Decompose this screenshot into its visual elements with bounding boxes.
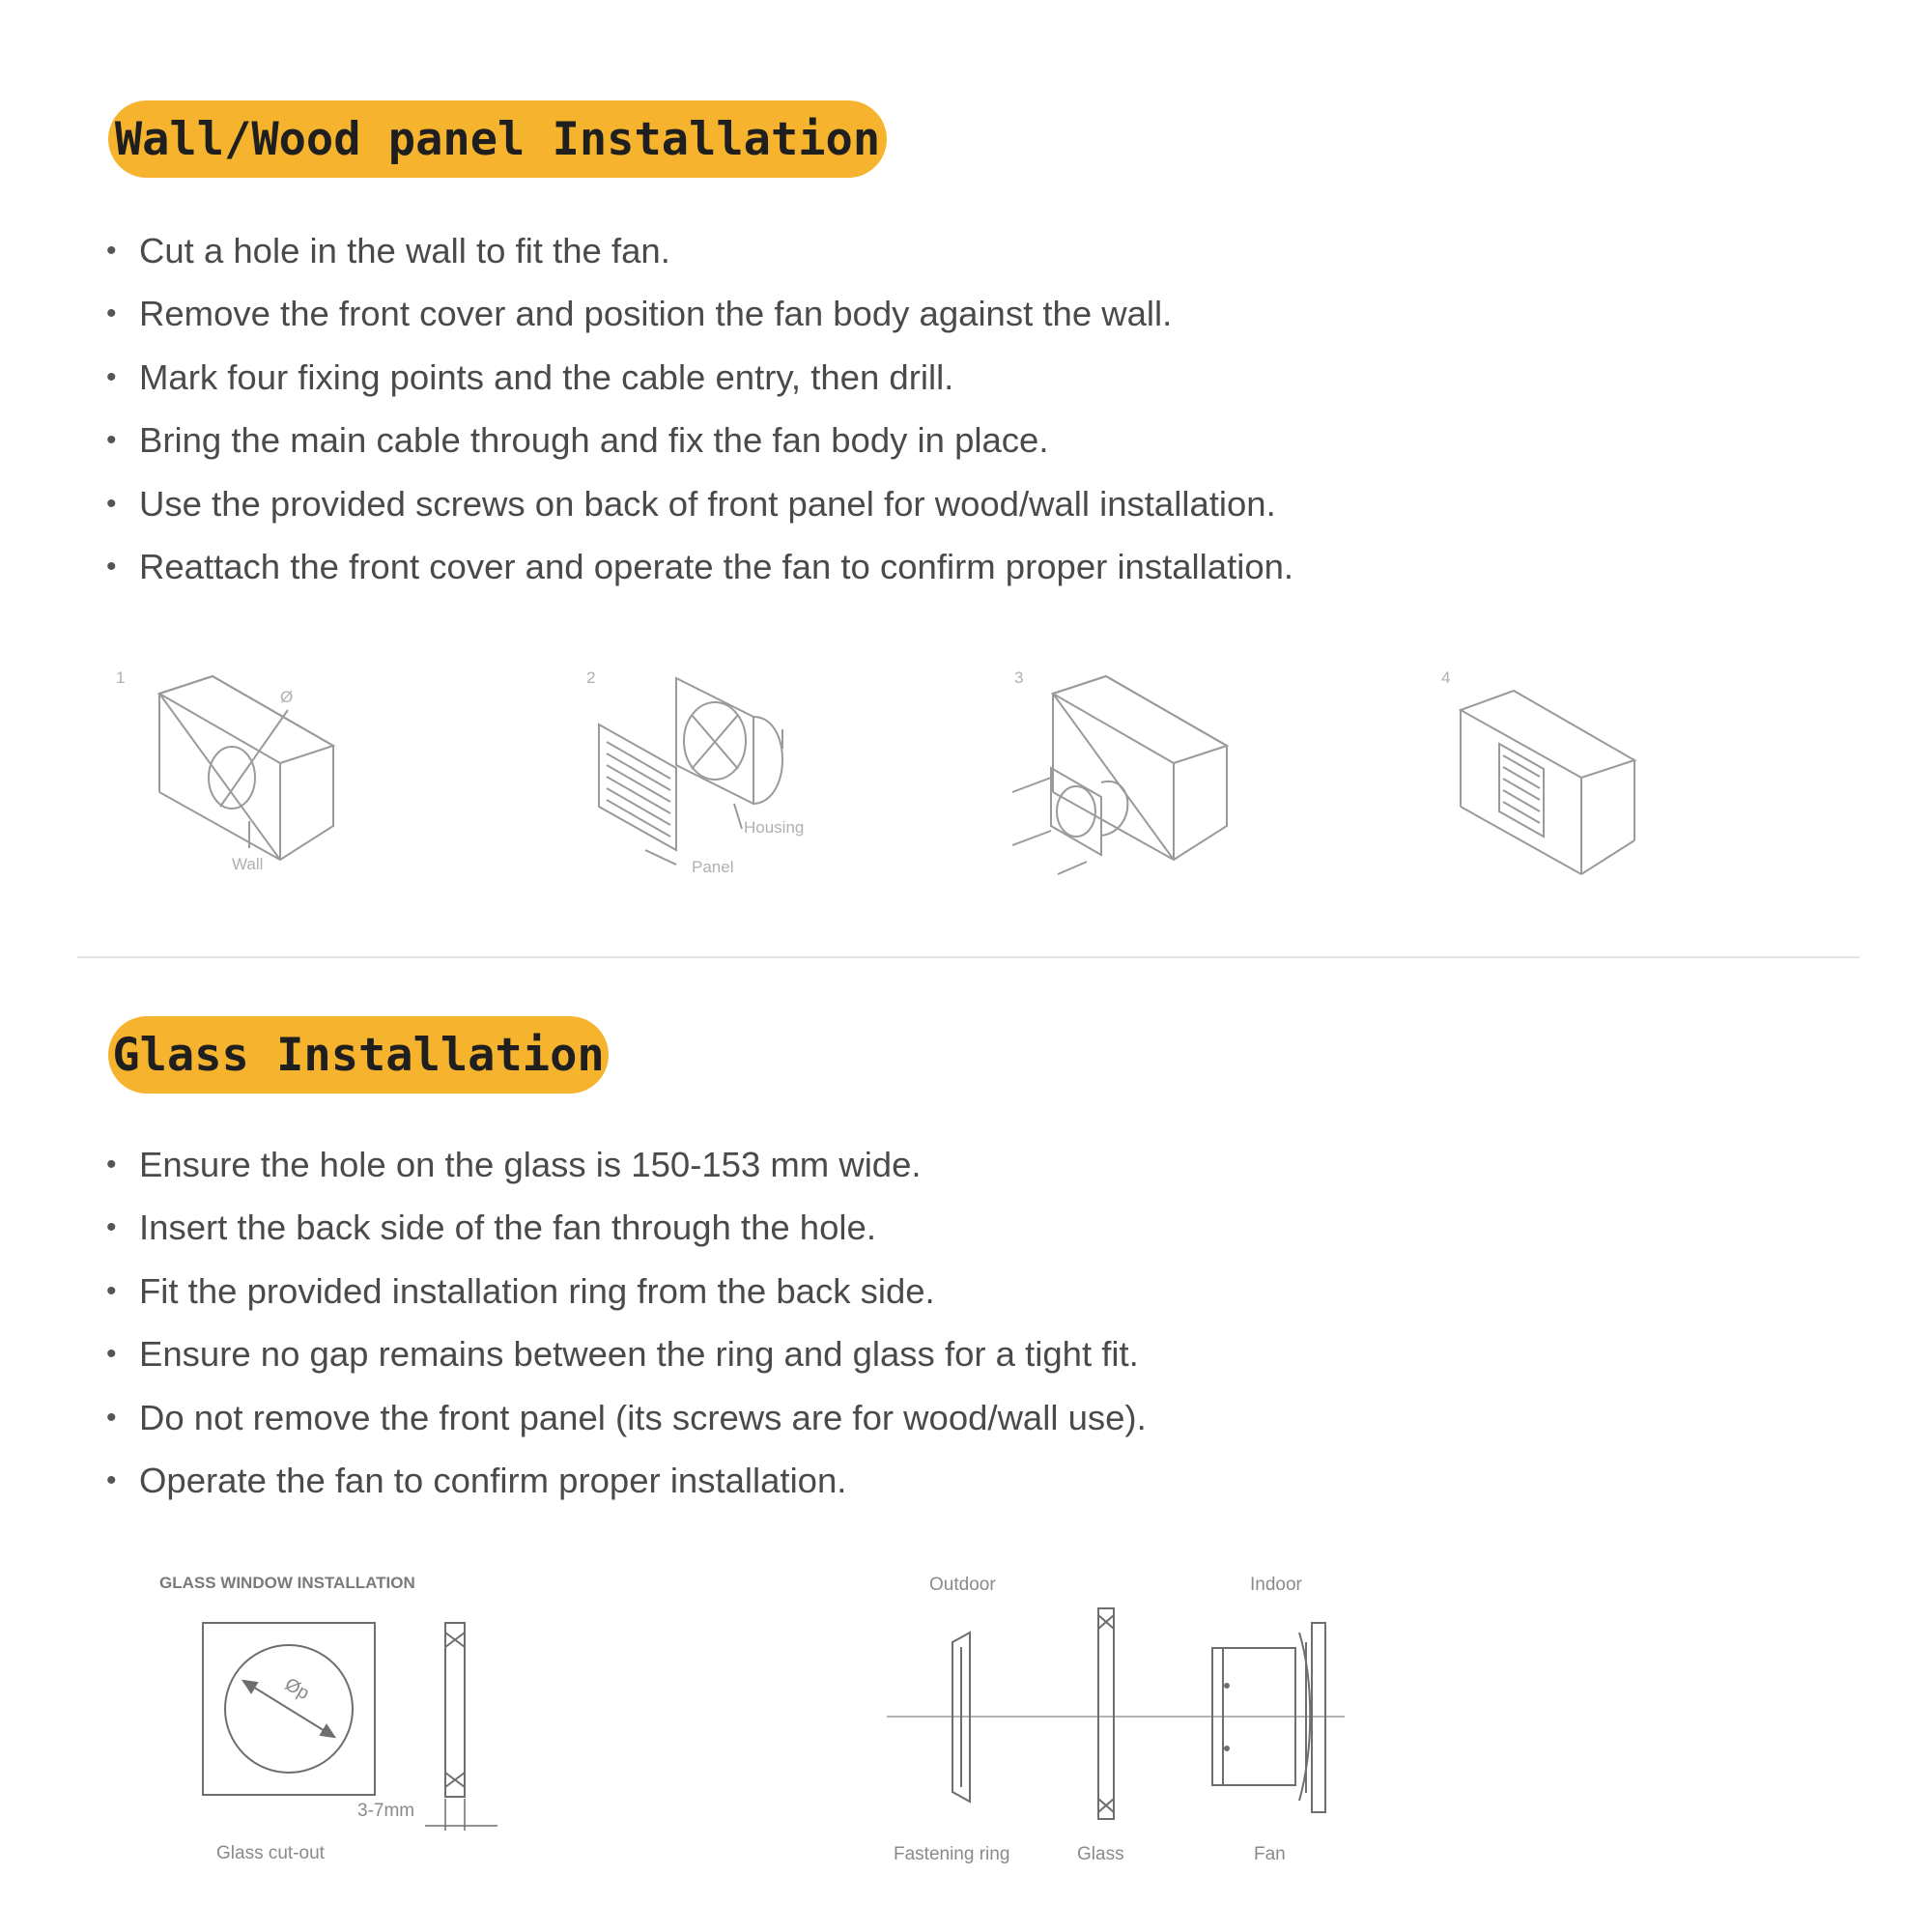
list-item: • Cut a hole in the wall to fit the fan. — [106, 232, 1293, 295]
fan-label: Fan — [1254, 1844, 1286, 1864]
list-item: • Use the provided screws on back of front panel for wood/wall installation. — [106, 485, 1293, 548]
list-item: • Reattach the front cover and operate the fan to confirm proper installation. — [106, 548, 1293, 611]
indoor-label: Indoor — [1250, 1575, 1302, 1595]
fan-part — [1212, 1623, 1325, 1812]
step-number-4: 4 — [1441, 668, 1451, 687]
outdoor-label: Outdoor — [929, 1575, 996, 1595]
step-number-1: 1 — [116, 668, 126, 687]
glass-part — [1098, 1608, 1114, 1819]
list-item: • Remove the front cover and position the fan body against the wall. — [106, 295, 1293, 357]
diameter-label: Øp — [281, 1674, 313, 1705]
fastening-ring-label: Fastening ring — [894, 1844, 1010, 1864]
wall-label: Wall — [232, 855, 264, 873]
list-item: • Ensure the hole on the glass is 150-153 mm wide. — [106, 1146, 1147, 1208]
list-item: • Operate the fan to confirm proper installation. — [106, 1462, 1147, 1524]
housing-label: Housing — [744, 818, 805, 837]
section-title-text: Wall/Wood panel Installation — [114, 112, 881, 166]
list-item: • Bring the main cable through and fix the fan body in place. — [106, 421, 1293, 484]
glass-diagram-heading: GLASS WINDOW INSTALLATION — [159, 1574, 415, 1592]
hole-diameter-label: Ø — [280, 688, 294, 706]
step-number-2: 2 — [586, 668, 596, 687]
glass-label: Glass — [1077, 1844, 1124, 1864]
section-title-text: Glass Installation — [112, 1028, 605, 1082]
glass-cutout-label: Glass cut-out — [216, 1843, 325, 1863]
list-item: • Insert the back side of the fan through the hole. — [106, 1208, 1147, 1271]
glass-side-profile — [445, 1623, 465, 1797]
step-number-3: 3 — [1014, 668, 1024, 687]
list-item: • Fit the provided installation ring from the back side. — [106, 1272, 1147, 1335]
panel-label: Panel — [692, 858, 734, 876]
list-item: • Ensure no gap remains between the ring and glass for a tight fit. — [106, 1335, 1147, 1398]
glass-thickness-label: 3-7mm — [357, 1801, 415, 1821]
list-item: • Mark four fixing points and the cable entry, then drill. — [106, 358, 1293, 421]
list-item: • Do not remove the front panel (its screws are for wood/wall use). — [106, 1399, 1147, 1462]
